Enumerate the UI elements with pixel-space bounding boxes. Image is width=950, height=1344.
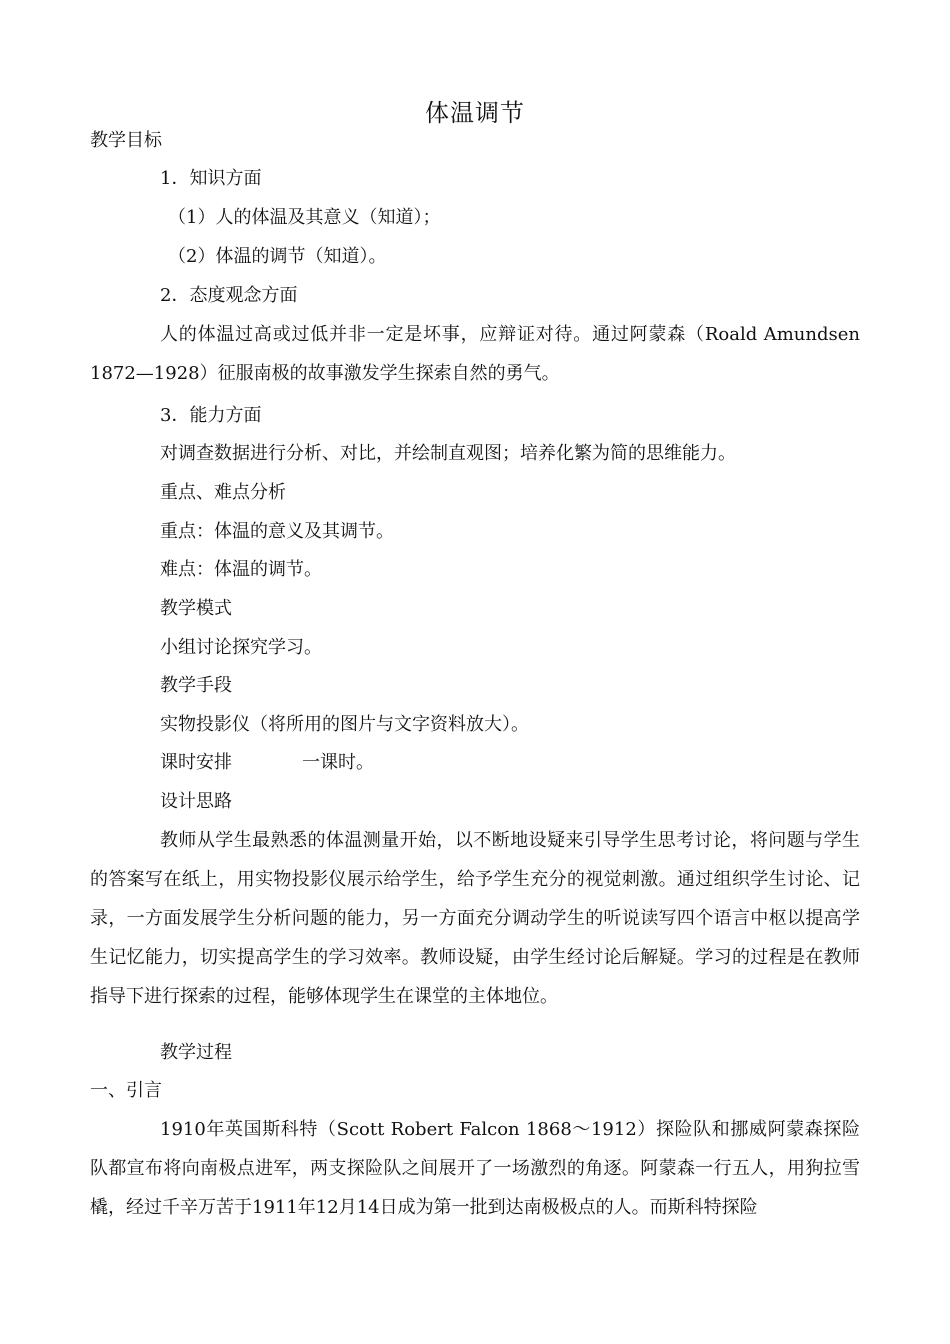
- key-points-heading: 重点、难点分析: [160, 482, 286, 503]
- difficult-point-line: 难点：体温的调节。: [160, 559, 322, 580]
- ability-heading: 3．能力方面: [160, 405, 262, 426]
- attitude-heading: 2．态度观念方面: [160, 285, 298, 306]
- knowledge-item-1: （1）人的体温及其意义（知道）；: [168, 207, 441, 228]
- knowledge-item-2: （2）体温的调节（知道）。: [168, 246, 387, 267]
- process-heading: 教学过程: [160, 1042, 232, 1063]
- mode-heading: 教学模式: [160, 598, 232, 619]
- ability-paragraph: 对调查数据进行分析、对比，并绘制直观图；培养化繁为简的思维能力。: [160, 443, 736, 464]
- means-heading: 教学手段: [160, 675, 232, 696]
- design-paragraph: 教师从学生最熟悉的体温测量开始，以不断地设疑来引导学生思考讨论，将问题与学生的答案写在纸上，用实物投影仪展示给学生，给予学生充分的视觉刺激。通过组织学生讨论、记录，一方面发展学生分析问题的能力，另一方面充分调动学生的听说读写四个语言中枢以提高学生记忆能力，切实提高学生的学习效率。教师设疑，由学生经讨论后解疑。学习的过程是在教师指导下进行探索的过程，能够体现学生在课堂的主体地位。: [90, 830, 860, 1007]
- schedule-value: 一课时。: [302, 752, 374, 773]
- attitude-paragraph: 人的体温过高或过低并非一定是坏事，应辩证对待。通过阿蒙森（Roald Amundsen 1872—1928）征服南极的故事激发学生探索自然的勇气。: [90, 324, 860, 384]
- intro-heading: 一、引言: [90, 1080, 162, 1101]
- document-title: 体温调节: [425, 99, 525, 127]
- means-text: 实物投影仪（将所用的图片与文字资料放大）。: [160, 714, 529, 735]
- schedule-line: [160, 750, 374, 776]
- mode-text: 小组讨论探究学习。: [160, 637, 322, 658]
- key-point-line: 重点：体温的意义及其调节。: [160, 521, 394, 542]
- teaching-goals-heading: 教学目标: [90, 130, 162, 151]
- design-heading: 设计思路: [160, 791, 232, 812]
- intro-paragraph: 1910年英国斯科特（Scott Robert Falcon 1868～1912）探险队和挪威阿蒙森探险队都宣布将向南极点进军，两支探险队之间展开了一场激烈的角逐。阿蒙森一行五人，用狗拉雪橇，经过千辛万苦于1911年12月14日成为第一批到达南极极点的人。而斯科特探险: [90, 1119, 860, 1218]
- knowledge-heading: 1．知识方面: [160, 168, 262, 189]
- schedule-label: 课时安排: [160, 752, 232, 773]
